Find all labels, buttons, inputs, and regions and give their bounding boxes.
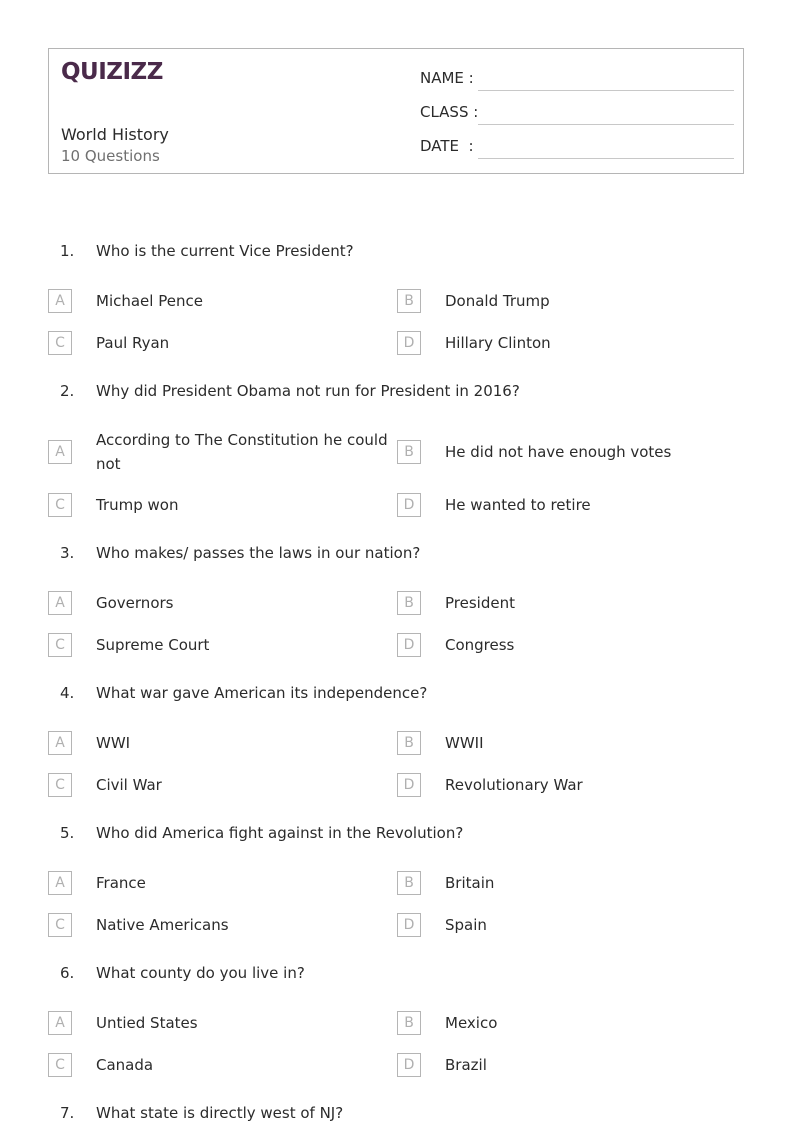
option-text: Untied States	[96, 1014, 198, 1032]
name-field	[420, 69, 734, 93]
option-letter-box: C	[48, 493, 72, 517]
option-letter-box: D	[397, 913, 421, 937]
question-number: 1.	[60, 242, 75, 260]
option-letter-box: D	[397, 773, 421, 797]
question-number: 2.	[60, 382, 75, 400]
option-text: He wanted to retire	[445, 496, 591, 514]
question-text: Why did President Obama not run for President in 2016?	[96, 382, 520, 400]
worksheet-title: World History	[61, 125, 169, 144]
option-letter-box: B	[397, 289, 421, 313]
option-letter-box: D	[397, 633, 421, 657]
option-text: Hillary Clinton	[445, 334, 551, 352]
option-text: Revolutionary War	[445, 776, 583, 794]
option-text: Paul Ryan	[96, 334, 170, 352]
question-text: What state is directly west of NJ?	[96, 1104, 344, 1122]
option-text: Michael Pence	[96, 292, 203, 310]
option-text: Britain	[445, 874, 495, 892]
option-text: Civil War	[96, 776, 162, 794]
option-letter-box: C	[48, 331, 72, 355]
question-text: What county do you live in?	[96, 964, 305, 982]
question-number: 5.	[60, 824, 75, 842]
question-number: 7.	[60, 1104, 75, 1122]
option-letter-box: B	[397, 591, 421, 615]
option-letter-box: A	[48, 871, 72, 895]
option-text: Spain	[445, 916, 487, 934]
option-letter-box: B	[397, 871, 421, 895]
option-text: Brazil	[445, 1056, 487, 1074]
option-text: Native Americans	[96, 916, 229, 934]
option-text: WWII	[445, 734, 484, 752]
option-letter-box: D	[397, 493, 421, 517]
option-text: France	[96, 874, 146, 892]
date-line[interactable]	[478, 158, 734, 159]
question-number: 4.	[60, 684, 75, 702]
question-text: Who did America fight against in the Revolution?	[96, 824, 464, 842]
worksheet-header	[48, 48, 744, 174]
question-number: 3.	[60, 544, 75, 562]
class-line[interactable]	[478, 124, 734, 125]
name-line[interactable]	[478, 90, 734, 91]
question-count: 10 Questions	[61, 147, 160, 165]
option-letter-box: C	[48, 1053, 72, 1077]
option-text: Governors	[96, 594, 174, 612]
option-text: Supreme Court	[96, 636, 210, 654]
option-letter-box: A	[48, 731, 72, 755]
option-letter-box: A	[48, 591, 72, 615]
option-text: Mexico	[445, 1014, 498, 1032]
question-text: What war gave American its independence?	[96, 684, 428, 702]
question-number: 6.	[60, 964, 75, 982]
option-text: Trump won	[96, 496, 179, 514]
question-text: Who makes/ passes the laws in our nation?	[96, 544, 421, 562]
option-text: Canada	[96, 1056, 154, 1074]
option-text: According to The Constitution he could not	[96, 431, 388, 473]
option-text: Donald Trump	[445, 292, 550, 310]
date-label: DATE :	[420, 137, 474, 155]
date-field	[420, 137, 734, 161]
option-letter-box: C	[48, 633, 72, 657]
option-letter-box: A	[48, 440, 72, 464]
class-field	[420, 103, 734, 127]
quizizz-logo: QUIZIZZ	[61, 59, 163, 85]
option-letter-box: B	[397, 1011, 421, 1035]
option-letter-box: C	[48, 913, 72, 937]
option-text: President	[445, 594, 515, 612]
option-text: Congress	[445, 636, 515, 654]
class-label: CLASS :	[420, 103, 479, 121]
option-text: WWI	[96, 734, 131, 752]
option-letter-box: B	[397, 731, 421, 755]
option-letter-box: B	[397, 440, 421, 464]
option-letter-box: D	[397, 1053, 421, 1077]
option-letter-box: A	[48, 289, 72, 313]
option-letter-box: A	[48, 1011, 72, 1035]
question-text: Who is the current Vice President?	[96, 242, 354, 260]
option-letter-box: D	[397, 331, 421, 355]
option-letter-box: C	[48, 773, 72, 797]
name-label: NAME :	[420, 69, 474, 87]
option-text: He did not have enough votes	[445, 443, 672, 461]
